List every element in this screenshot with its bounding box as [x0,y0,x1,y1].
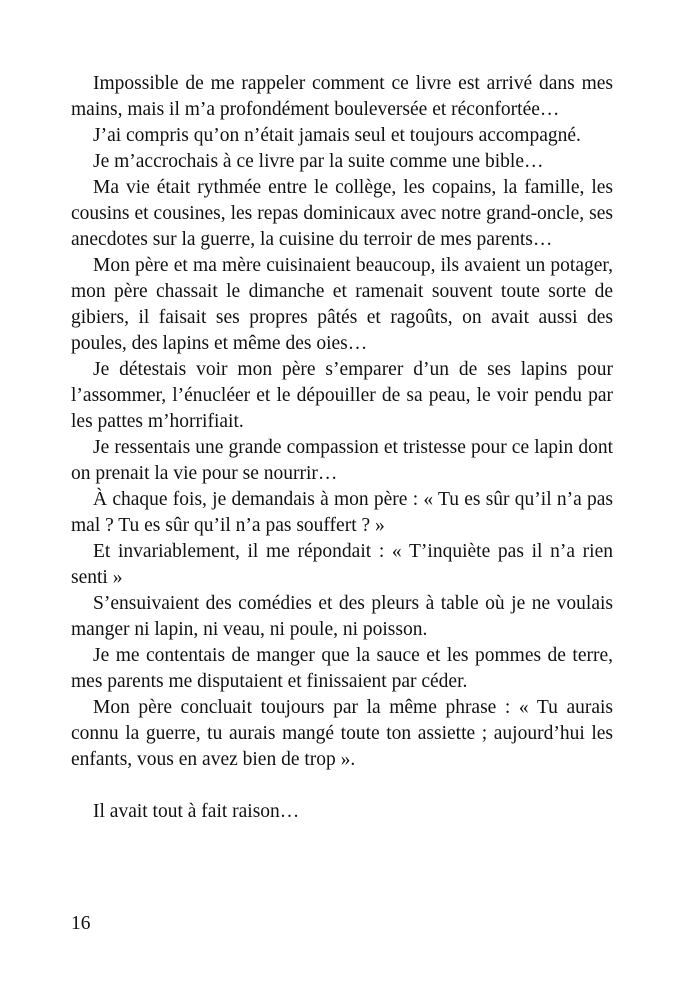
closing-line: Il avait tout à fait raison… [93,801,300,822]
paragraph: J’ai compris qu’on n’était jamais seul et toujours accompagné. [93,125,581,146]
paragraph: Impossible de me rappeler comment ce livre est arrivé dans mes mains, mais il m’a profondément bouleversée et réconfortée… [71,73,613,120]
paragraph: Je m’accrochais à ce livre par la suite comme une bible… [93,151,544,172]
paragraph: À chaque fois, je demandais à mon père : « Tu es sûr qu’il n’a pas mal ? Tu es sûr qu’il n’a pas souffert ? » [71,489,613,536]
paragraph: Mon père concluait toujours par la même phrase : « Tu aurais connu la guerre, tu aurais mangé toute ton assiette ; aujourd’hui les enfants, vous en avez bien de trop ». [71,697,613,770]
paragraph: Je me contentais de manger que la sauce et les pommes de terre, mes parents me disputaient et finissaient par céder. [71,645,613,692]
paragraph: Je ressentais une grande compassion et tristesse pour ce lapin dont on prenait la vie pour se nourrir… [71,437,613,484]
paragraph: Ma vie était rythmée entre le collège, les copains, la famille, les cousins et cousines, les repas dominicaux avec notre grand-oncle, ses anecdotes sur la guerre, la cuisine du terroir de mes parents… [71,177,613,250]
paragraph: Mon père et ma mère cuisinaient beaucoup, ils avaient un potager, mon père chassait le dimanche et ramenait souvent toute sorte de gibiers, il faisait ses propres pâtés et ragoûts, on avait aussi des poules, des lapins et même des oies… [71,255,613,354]
page-number: 16 [71,913,91,934]
paragraph: S’ensuivaient des comédies et des pleurs à table où je ne voulais manger ni lapin, ni veau, ni poule, ni poisson. [71,593,613,640]
paragraph: Je détestais voir mon père s’emparer d’un de ses lapins pour l’assommer, l’énucléer et le dépouiller de sa peau, le voir pendu par les pattes m’horrifiait. [71,359,613,432]
paragraph: Et invariablement, il me répondait : « T’inquiète pas il n’a rien senti » [71,541,613,588]
page-body [71,71,613,825]
